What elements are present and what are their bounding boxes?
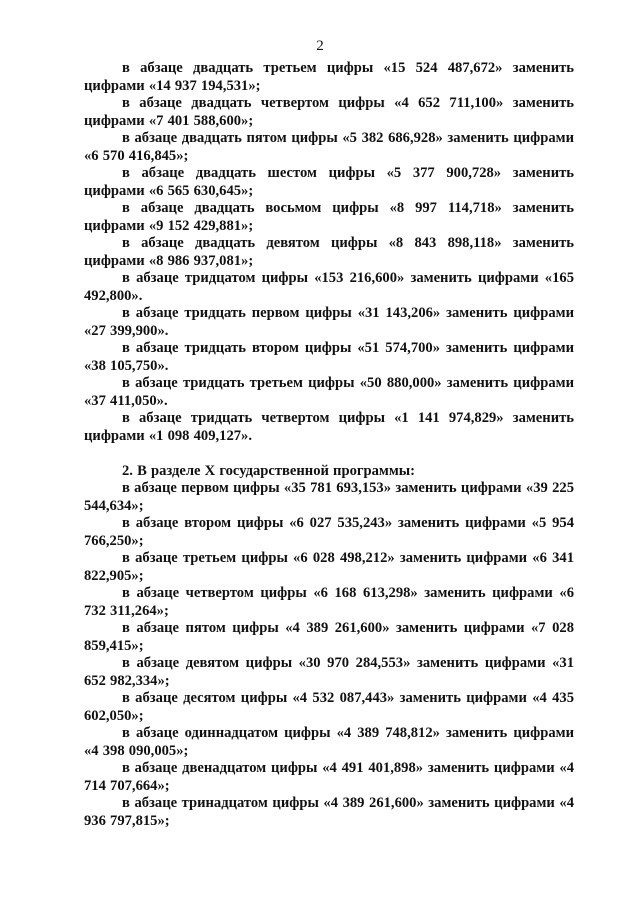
amendment-paragraph: в абзаце двенадцатом цифры «4 491 401,898» заменить цифрами «4 714 707,664»; (84, 760, 579, 794)
amendment-paragraph: в абзаце двадцать девятом цифры «8 843 898,118» заменить цифрами «8 986 937,081»; (84, 235, 579, 269)
amendment-paragraph: в абзаце двадцать восьмом цифры «8 997 114,718» заменить цифрами «9 152 429,881»; (84, 200, 579, 234)
amendment-paragraph: в абзаце тридцать третьем цифры «50 880,000» заменить цифрами «37 411,050». (84, 375, 579, 409)
amendment-paragraph: в абзаце одиннадцатом цифры «4 389 748,812» заменить цифрами «4 398 090,005»; (84, 725, 579, 759)
amendment-paragraph: в абзаце четвертом цифры «6 168 613,298» заменить цифрами «6 732 311,264»; (84, 585, 579, 619)
amendment-paragraph: в абзаце тридцать четвертом цифры «1 141 974,829» заменить цифрами «1 098 409,127». (84, 410, 579, 444)
amendment-paragraph: в абзаце десятом цифры «4 532 087,443» заменить цифрами «4 435 602,050»; (84, 690, 579, 724)
amendment-paragraph: в абзаце девятом цифры «30 970 284,553» заменить цифрами «31 652 982,334»; (84, 655, 579, 689)
amendment-paragraph: в абзаце третьем цифры «6 028 498,212» заменить цифрами «6 341 822,905»; (84, 550, 579, 584)
page-number: 2 (316, 38, 324, 54)
amendment-paragraph: в абзаце двадцать пятом цифры «5 382 686,928» заменить цифрами «6 570 416,845»; (84, 130, 579, 164)
amendment-paragraph: в абзаце тринадцатом цифры «4 389 261,600» заменить цифрами «4 936 797,815»; (84, 795, 579, 829)
amendment-paragraph: в абзаце тридцатом цифры «153 216,600» заменить цифрами «165 492,800». (84, 270, 579, 304)
amendment-paragraph: в абзаце первом цифры «35 781 693,153» заменить цифрами «39 225 544,634»; (84, 480, 579, 514)
amendment-paragraph: в абзаце двадцать третьем цифры «15 524 487,672» заменить цифрами «14 937 194,531»; (84, 60, 579, 94)
section-heading: 2. В разделе X государственной программы: (122, 462, 416, 479)
amendment-paragraph: в абзаце двадцать четвертом цифры «4 652 711,100» заменить цифрами «7 401 588,600»; (84, 95, 579, 129)
amendment-paragraph: в абзаце тридцать втором цифры «51 574,700» заменить цифрами «38 105,750». (84, 340, 579, 374)
amendment-paragraph: в абзаце тридцать первом цифры «31 143,206» заменить цифрами «27 399,900». (84, 305, 579, 339)
amendment-paragraph: в абзаце втором цифры «6 027 535,243» заменить цифрами «5 954 766,250»; (84, 515, 579, 549)
amendment-paragraph: в абзаце двадцать шестом цифры «5 377 900,728» заменить цифрами «6 565 630,645»; (84, 165, 579, 199)
amendment-paragraph: в абзаце пятом цифры «4 389 261,600» заменить цифрами «7 028 859,415»; (84, 620, 579, 654)
document-body (84, 60, 579, 830)
